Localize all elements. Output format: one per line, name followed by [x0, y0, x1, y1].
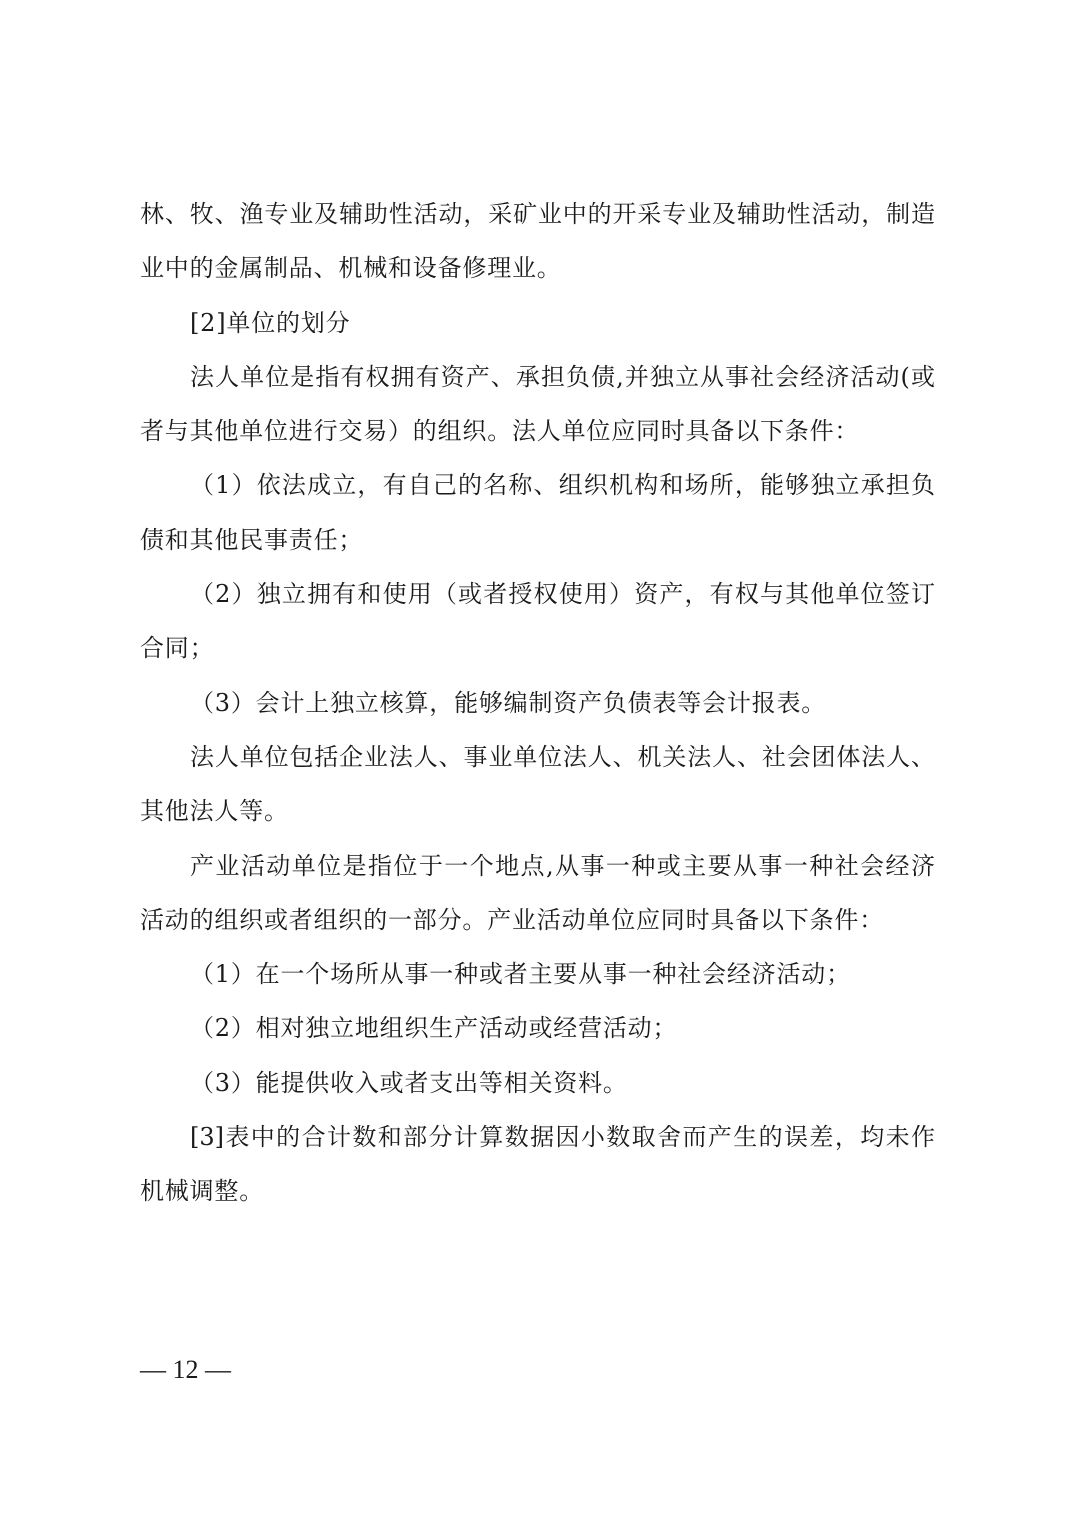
text-line: 机械调整。	[140, 1177, 264, 1206]
text-line: 者与其他单位进行交易）的组织。法人单位应同时具备以下条件：	[140, 417, 860, 446]
list-item: （3）会计上独立核算，能够编制资产负债表等会计报表。	[190, 688, 827, 717]
list-item: （3）能提供收入或者支出等相关资料。	[190, 1068, 628, 1097]
list-item: （1）在一个场所从事一种或者主要从事一种社会经济活动；	[190, 960, 851, 989]
text-line: 林、牧、渔专业及辅助性活动，采矿业中的开采专业及辅助性活动，制造	[140, 200, 935, 228]
list-item: （2）相对独立地组织生产活动或经营活动；	[190, 1014, 678, 1043]
text-line: 活动的组织或者组织的一部分。产业活动单位应同时具备以下条件：	[140, 905, 884, 934]
page-number: — 12 —	[140, 1355, 231, 1384]
text-line: 债和其他民事责任；	[140, 525, 364, 554]
text-line: 产业活动单位是指位于一个地点,从事一种或主要从事一种社会经济	[190, 851, 935, 880]
text-line: 其他法人等。	[140, 797, 289, 826]
note-heading: [2]单位的划分	[190, 308, 351, 337]
text-line: 合同；	[140, 634, 215, 663]
list-item: （1）依法成立，有自己的名称、组织机构和场所，能够独立承担负	[190, 471, 935, 500]
body-text	[140, 187, 935, 1219]
note-heading: [3]表中的合计数和部分计算数据因小数取舍而产生的误差，均未作	[190, 1123, 935, 1152]
list-item: （2）独立拥有和使用（或者授权使用）资产，有权与其他单位签订	[190, 580, 935, 609]
text-line: 法人单位包括企业法人、事业单位法人、机关法人、社会团体法人、	[190, 742, 935, 771]
text-line: 法人单位是指有权拥有资产、承担负债,并独立从事社会经济活动(或	[190, 362, 935, 391]
text-line: 业中的金属制品、机械和设备修理业。	[140, 254, 562, 283]
